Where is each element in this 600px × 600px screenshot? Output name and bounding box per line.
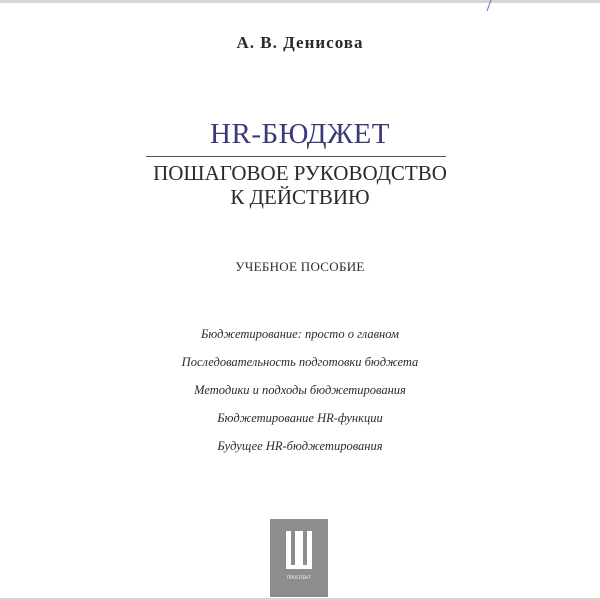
subtitle-line-1: ПОШАГОВОЕ РУКОВОДСТВО — [153, 161, 447, 185]
publication-type: УЧЕБНОЕ ПОСОБИЕ — [235, 259, 365, 274]
publisher-logo-mark — [286, 531, 312, 569]
author-name: А. В. Денисова — [236, 33, 364, 52]
topic-item: Последовательность подготовки бюджета — [181, 355, 419, 369]
topic-item: Будущее HR-бюджетирования — [217, 439, 383, 453]
publisher-logo-text: ПРОСПЕКТ — [287, 575, 311, 580]
topic-list — [0, 320, 600, 460]
topic-item: Бюджетирование HR-функции — [217, 411, 383, 425]
book-subtitle — [0, 161, 600, 209]
subtitle-line-2: К ДЕЙСТВИЮ — [230, 185, 370, 209]
title-divider — [146, 156, 446, 157]
pen-mark-icon — [486, 0, 492, 12]
topic-item: Методики и подходы бюджетирования — [194, 383, 406, 397]
book-title: HR-БЮДЖЕТ — [210, 118, 390, 150]
topic-item: Бюджетирование: просто о главном — [200, 327, 400, 341]
publisher-logo-icon — [270, 519, 328, 597]
scan-edge-top — [0, 0, 600, 3]
